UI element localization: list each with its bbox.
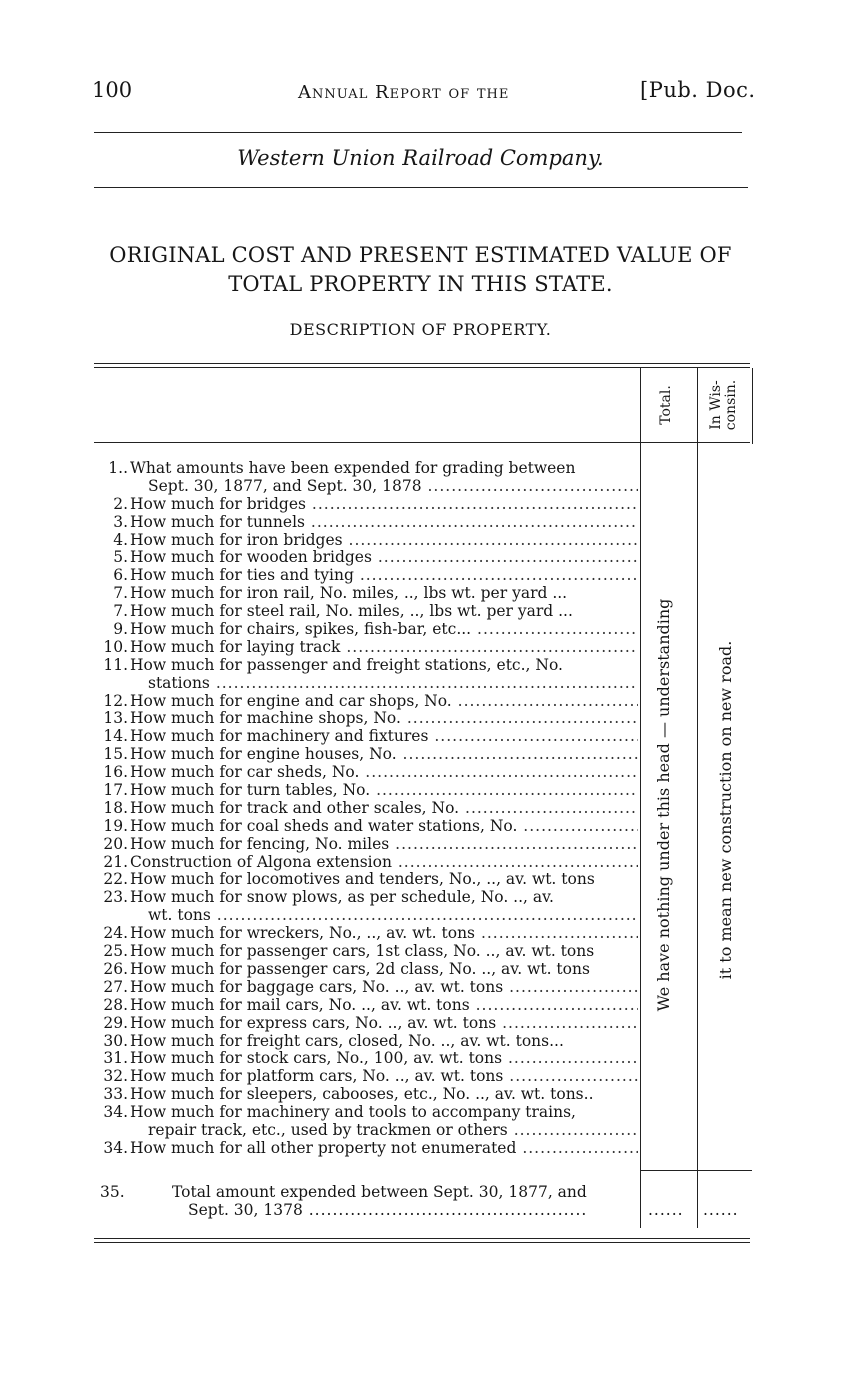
- total-column-note: We have nothing under this head — understanding: [654, 598, 673, 1012]
- table-row: 27. How much for baggage cars, No. .., av. wt. tons .....: [92, 979, 638, 997]
- table-row: 5. How much for wooden bridges .....: [92, 549, 638, 567]
- total-separator-rule-wisconsin: [698, 1170, 752, 1171]
- total-value: ......: [648, 1201, 684, 1219]
- heading-line-1: ORIGINAL COST AND PRESENT ESTIMATED VALUE OF: [109, 243, 732, 267]
- leader-dots: ...............................................: [302, 1201, 588, 1219]
- table-bottom-rule: [94, 1238, 750, 1239]
- table-row: 6. How much for ties and tying .....: [92, 567, 638, 585]
- table-row: 28. How much for mail cars, No. .., av. wt. tons .....: [92, 997, 638, 1015]
- column-header-wisconsin-line-1: In Wis-: [708, 380, 724, 430]
- table-row: 34. How much for machinery and tools to accompany trains,: [103, 1104, 576, 1122]
- table-row: 9. How much for chairs, spikes, fish-bar, etc... .....: [92, 621, 638, 639]
- table-row: 23. How much for snow plows, as per schedule, No. .., av.: [103, 889, 554, 907]
- table-row: stations .....: [92, 675, 638, 693]
- table-row: 30. How much for freight cars, closed, No. .., av. wt. tons...: [103, 1032, 564, 1050]
- running-title: Annual Report of the: [298, 82, 510, 103]
- company-rule: [94, 187, 748, 188]
- table-row: 17. How much for turn tables, No. .....: [92, 782, 638, 800]
- total-row-line-2: Sept. 30, 1378 ...............................................: [188, 1201, 588, 1219]
- column-header-wisconsin: [709, 369, 743, 441]
- table-row: 10. How much for laying track .....: [92, 639, 638, 657]
- total-row-number: 35.: [100, 1183, 125, 1201]
- table-row: 31. How much for stock cars, No., 100, av. wt. tons .....: [92, 1050, 638, 1068]
- column-divider-right: [752, 368, 753, 444]
- table-row: 2. How much for bridges .....: [92, 496, 638, 514]
- header-bottom-rule: [94, 442, 750, 443]
- table-row: 4. How much for iron bridges .....: [92, 532, 638, 550]
- total-separator-rule-total: [641, 1170, 697, 1171]
- column-header-wisconsin-line-2: consin.: [723, 379, 739, 431]
- table-row: 7. How much for steel rail, No. miles, .., lbs wt. per yard ...: [113, 603, 573, 621]
- table-row: 13. How much for machine shops, No. .....: [92, 710, 638, 728]
- table-row: wt. tons .....: [92, 907, 638, 925]
- table-row: repair track, etc., used by trackmen or others .....: [92, 1122, 638, 1140]
- table-row: 26. How much for passenger cars, 2d class, No. .., av. wt. tons: [103, 960, 590, 978]
- wisconsin-column-note: it to mean new construction on new road.: [716, 640, 735, 980]
- sub-heading: DESCRIPTION OF PROPERTY.: [289, 320, 552, 339]
- table-row: 29. How much for express cars, No. .., av. wt. tons .....: [92, 1015, 638, 1033]
- table-row: 7. How much for iron rail, No. miles, .., lbs wt. per yard ...: [113, 585, 568, 603]
- table-row: 25. How much for passenger cars, 1st class, No. .., av. wt. tons: [103, 943, 595, 961]
- table-row: 1.. What amounts have been expended for grading between: [108, 460, 576, 477]
- table-row: 3. How much for tunnels .....: [92, 514, 638, 532]
- column-divider-left: [640, 368, 641, 1228]
- column-divider-middle: [697, 368, 698, 1228]
- table-row: 22. How much for locomotives and tenders, No., .., av. wt. tons: [103, 871, 595, 889]
- heading-line-2: TOTAL PROPERTY IN THIS STATE.: [228, 272, 613, 296]
- table-row: 19. How much for coal sheds and water stations, No. .....: [92, 818, 638, 836]
- table-row: 11. How much for passenger and freight stations, etc., No.: [103, 656, 563, 674]
- table-bottom-rule-inner: [94, 1242, 750, 1243]
- total-row-description: [172, 1183, 638, 1219]
- table-row: 32. How much for platform cars, No. .., av. wt. tons .....: [92, 1068, 638, 1086]
- company-name: Western Union Railroad Company.: [237, 146, 604, 170]
- table-row: 24. How much for wreckers, No., .., av. wt. tons .....: [92, 925, 638, 943]
- table-top-rule-inner: [94, 367, 750, 368]
- document-reference: [Pub. Doc.: [640, 78, 756, 102]
- total-row-line-1: Total amount expended between Sept. 30, 1877, and: [172, 1183, 587, 1201]
- table-row: 34. How much for all other property not enumerated .....: [92, 1140, 638, 1158]
- property-rows: [92, 460, 638, 1158]
- column-header-total: Total.: [658, 385, 674, 425]
- table-top-rule: [94, 363, 750, 364]
- wisconsin-value: ......: [703, 1201, 739, 1219]
- table-row: 21. Construction of Algona extension .....: [92, 854, 638, 872]
- table-row: 14. How much for machinery and fixtures .....: [92, 728, 638, 746]
- table-row: 18. How much for track and other scales, No. .....: [92, 800, 638, 818]
- table-row: 20. How much for fencing, No. miles .....: [92, 836, 638, 854]
- table-row: 33. How much for sleepers, cabooses, etc., No. .., av. wt. tons..: [103, 1086, 594, 1104]
- table-row: 12. How much for engine and car shops, No. .....: [92, 693, 638, 711]
- header-rule: [94, 132, 742, 133]
- table-row: 15. How much for engine houses, No. .....: [92, 746, 638, 764]
- page-number: 100: [92, 78, 133, 102]
- table-row: 16. How much for car sheds, No. .....: [92, 764, 638, 782]
- table-row: Sept. 30, 1877, and Sept. 30, 1878 .....: [92, 478, 638, 496]
